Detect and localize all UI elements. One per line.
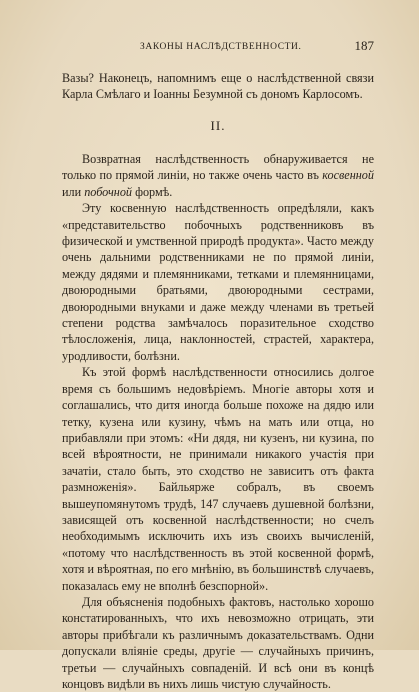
paragraph-4: Для объясненія подобныхъ фактовъ, настолько хорошо констатированныхъ, что ихъ невозможно отрицать, эти авторы прибѣгали къ различнымъ доказательствамъ. Одни допускали вліяніе среды, другіе — случайныхъ причинъ, третьи — случайныхъ совпаденій. И всѣ они въ концѣ концовъ видѣли въ нихъ лишь чистую случайность. bbox=[62, 594, 374, 691]
section-body bbox=[62, 151, 374, 692]
paragraph-1-part-c: формѣ. bbox=[132, 184, 173, 199]
running-title: ЗАКОНЫ НАСЛѢДСТВЕННОСТИ. bbox=[140, 42, 302, 52]
paragraph-1-emphasis-1: косвенной bbox=[322, 168, 374, 183]
paragraph-1 bbox=[62, 151, 374, 200]
paragraph-1-emphasis-2: побочной bbox=[84, 184, 133, 199]
paragraph-3: Къ этой формѣ наслѣдственности относились долгое время съ большимъ недовѣріемъ. Многіе авторы хотя и соглашались, что дитя иногда больше похоже на дядю или тетку, кузена или кузину, чѣмъ на мать или отца, но прибавляли при этомъ: «Ни дядя, ни кузенъ, ни кузина, по всей вѣроятности, не принимали никакого участія при зачатіи, стало быть, это сходство не зависитъ отъ факта размноженія». Байльярже собралъ, въ своемъ вышеупомянутомъ трудѣ, 147 случаевъ душевной болѣзни, зависящей отъ косвенной наслѣдственности; но счелъ необходимымъ исключить ихъ изъ своихъ вычисленій, «потому что наслѣдственность въ этой косвенной формѣ, хотя и вѣроятная, по его мнѣнію, въ большинствѣ случаевъ, показалась ему не вполнѣ безспорной». bbox=[62, 365, 374, 593]
paragraph-0: Вазы? Наконецъ, напомнимъ еще о наслѣдственной связи Карла Смѣлаго и Іоанны Безумной съ дономъ Карлосомъ. bbox=[62, 71, 374, 102]
continued-paragraph bbox=[62, 70, 374, 103]
paragraph-1-part-a: Возвратная наслѣдственность обнаруживается не только по прямой линіи, но также очень часто въ bbox=[62, 152, 374, 183]
paragraph-2: Эту косвенную наслѣдственность опредѣляли, какъ «представительство побочныхъ родственниковъ въ физической и умственной природѣ продукта». Часто между очень дальними родственниками не по прямой линіи, между дядями и племянниками, тетками и племянницами, двоюродными братьями, двоюродными сестрами, двоюродными внуками и даже между членами въ третьей степени родства замѣчалось поразительное сходство тѣлосложенія, лица, наклонностей, страстей, характера, уродливости, болѣзни. bbox=[62, 201, 374, 363]
page-header bbox=[62, 38, 374, 58]
paragraph-1-part-b: или bbox=[62, 184, 85, 199]
page-number: 187 bbox=[354, 38, 374, 53]
section-number: II. bbox=[210, 118, 226, 133]
